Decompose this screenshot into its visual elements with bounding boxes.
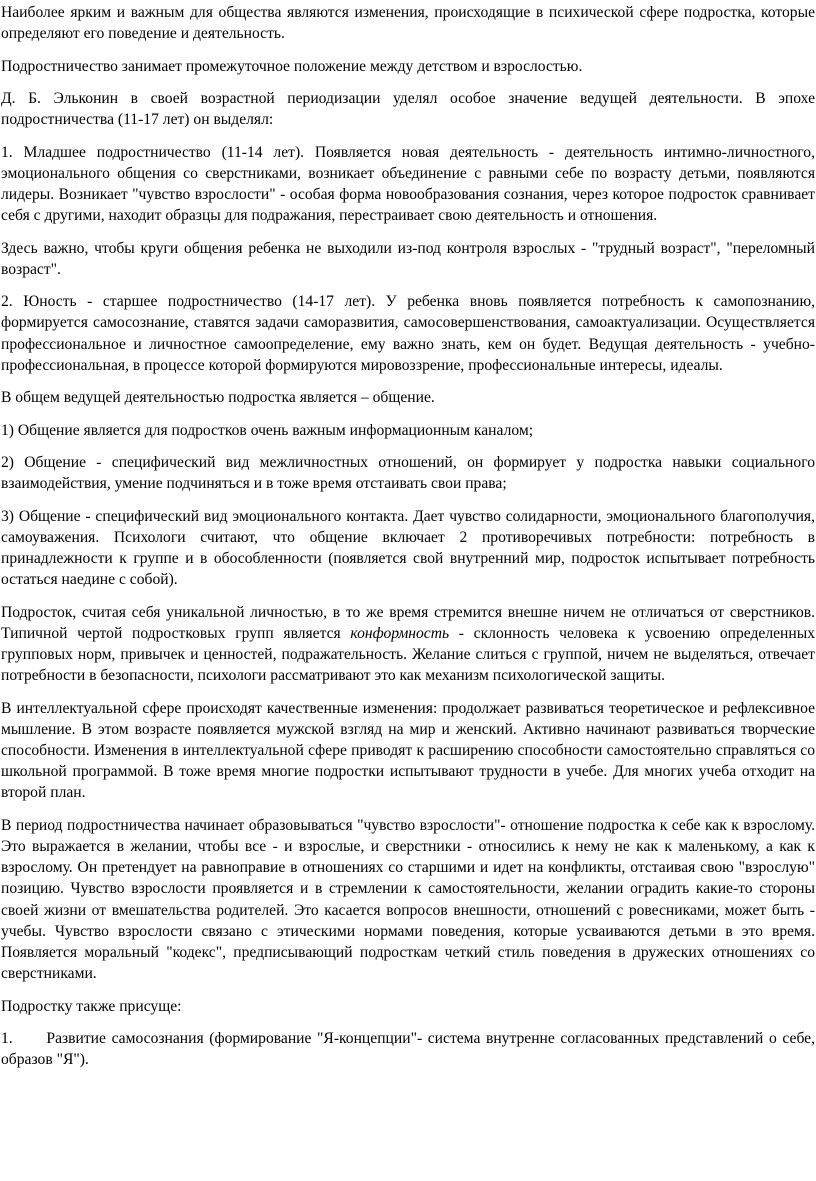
paragraph-6: 2. Юность - старшее подростничество (14-17 лет). У ребенка вновь появляется потребность к самопознанию, формируется самосознание, ставятся задачи саморазвития, самосовершенствования, самоактуализации. Осуществляется профессиональное и личностное самоопределение, ему важно знать, кем он будет. Ведущая деятельность - учебно-профессиональная, в процессе которой формируются мировоззрение, профессиональные интересы, идеалы. [1,293,815,374]
paragraph-5: Здесь важно, чтобы круги общения ребенка не выходили из-под контроля взрослых - "трудный возраст", "переломный возраст". [1,239,815,278]
paragraph-9: 2) Общение - специфический вид межличностных отношений, он формирует у подростка навыки социального взаимодействия, умение подчиняться и в тоже время отстаивать свои права; [1,453,815,493]
paragraph-15: 1. Развитие самосознания (формирование "Я-концепции"- система внутренне согласованных представлений о себе, образов "Я"). [1,1029,815,1069]
conformity-text-after: - склонность человека к усвоению определенных групповых норм, привычек и ценностей, подражательность. Желание слиться с группой, ничем не выделяться, отвечает потребности в безопасности, психологи рассматривают это как механизм психологической защиты. [1,624,815,685]
conformity-term: конформность [350,624,450,642]
paragraph-1: Наиболее ярким и важным для общества являются изменения, происходящие в психической сфере подростка, которые определяют его поведение и деятельность. [1,4,815,43]
paragraph-13: В период подростничества начинает образовываться "чувство взрослости"- отношение подростка к себе как к взрослому. Это выражается в желании, чтобы все - и взрослые, и сверстники - относились к нему не как к маленькому, а как к взрослому. Он претендует на равноправие в отношениях со старшими и идет на конфликты, отстаивая свою "взрослую" позицию. Чувство взрослости проявляется и в стремлении к самостоятельности, желании оградить какие-то стороны своей жизни от вмешательства родителей. Это касается вопросов внешности, отношений с ровесниками, может быть - учебы. Чувство взрослости связано с этическими нормами поведения, которые усваиваются детьми в это время. Появляется моральный "кодекс", предписывающий подросткам четкий стиль поведения в дружеских отношениях со сверстниками. [1,816,815,983]
paragraph-2: Подростничество занимает промежуточное положение между детством и взрослостью. [1,57,583,75]
paragraph-8: 1) Общение является для подростков очень важным информационным каналом; [1,421,534,439]
paragraph-12: В интеллектуальной сфере происходят качественные изменения: продолжает развиваться теоретическое и рефлексивное мышление. В этом возрасте появляется мужской взгляд на мир и женский. Активно начинают развиваться творческие способности. Изменения в интеллектуальной сфере приводят к расширению способности самостоятельно справляться со школьной программой. В тоже время многие подростки испытывают трудности в учебе. Для многих учеба отходит на второй план. [1,699,815,802]
paragraph-7: В общем ведущей деятельностью подростка является – общение. [1,389,435,407]
conformity-text-before: Подросток, считая себя уникальной личностью, в то же время стремится внешне ничем не отличаться от сверстников. Типичной чертой подростковых групп является [1,603,815,642]
paragraph-10: 3) Общение - специфический вид эмоционального контакта. Дает чувство солидарности, эмоционального благополучия, самоуважения. Психологи считают, что общение включает 2 противоречивых потребности: потребность в принадлежности к группе и в обособленности (появляется свой внутренний мир, подросток испытывает потребность остаться наедине с собой). [1,507,815,589]
paragraph-3: Д. Б. Эльконин в своей возрастной периодизации уделял особое значение ведущей деятельности. В эпохе подростничества (11-17 лет) он выделял: [1,89,815,129]
paragraph-14: Подростку также присуще: [1,997,182,1015]
paragraph-conformity [1,602,815,687]
paragraph-4: 1. Младшее подростничество (11-14 лет). Появляется новая деятельность - деятельность интимно-личностного, эмоционального общения со сверстниками, возникает объединение с равными себе по возрасту детьми, появляются лидеры. Возникает "чувство взрослости" - особая форма новообразования сознания, через которое подросток сравнивает себя с другими, находит образцы для подражания, перестраивает свою деятельность и отношения. [1,143,815,225]
